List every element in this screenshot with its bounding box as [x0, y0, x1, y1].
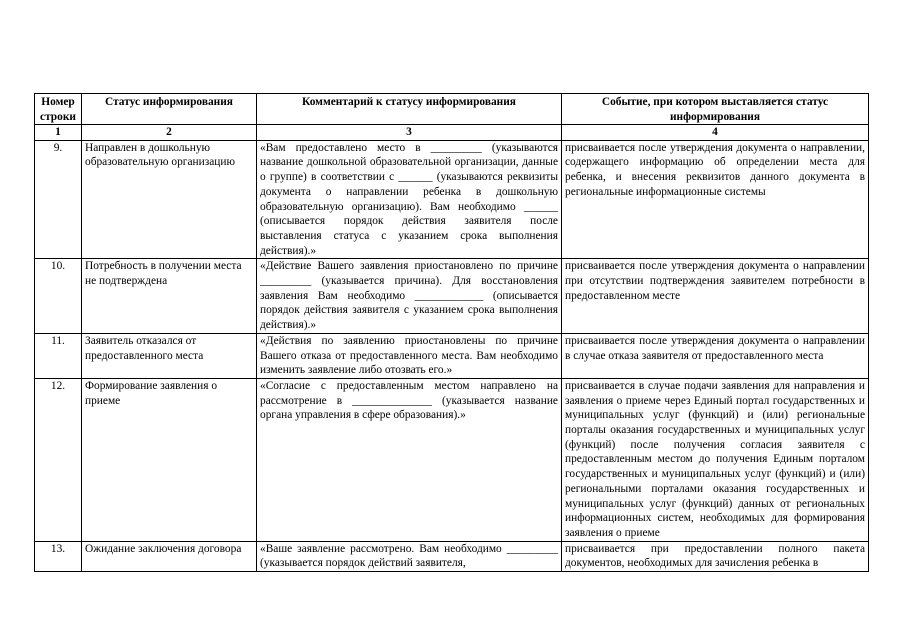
comment-cell: «Согласие с предоставленным местом направлено на рассмотрение в ______________ (указывается название органа управления в сфере образования).» — [257, 378, 562, 541]
row-number: 13. — [35, 541, 82, 571]
comment-cell: «Вам предоставлено место в _________ (указываются название дошкольной образовательной организации, данные о группе) в соответствии с ______ (указываются реквизиты документа о направлении ребенка в дошкольную образовательную организацию). Вам необходимо ______ (описывается порядок действия заявителя после выставления статуса с указанием срока выполнения действия).» — [257, 140, 562, 259]
column-index: 4 — [562, 125, 869, 141]
status-cell: Ожидание заключения договора — [82, 541, 257, 571]
header-event: Событие, при котором выставляется статус информирования — [562, 94, 869, 125]
status-table — [34, 93, 869, 572]
header-comment: Комментарий к статусу информирования — [257, 94, 562, 125]
table-row — [35, 259, 869, 334]
event-cell: присваивается в случае подачи заявления для направления и заявления о приеме через Единый портал государственных и муниципальных услуг (функций) и (или) региональные порталы оказания государственных и муниципальных услуг (функций) после получения согласия заявителя с предоставленным местом до получения Единым порталом государственных и муниципальных услуг (функций) и (или) региональными порталами оказания государственных и муниципальных услуг (функций) данных от региональных информационных систем, необходимых для формирования заявления о приеме — [562, 378, 869, 541]
table-row — [35, 333, 869, 378]
header-status: Статус информирования — [82, 94, 257, 125]
column-index-row — [35, 125, 869, 141]
comment-cell: «Действия по заявлению приостановлены по причине Вашего отказа от предоставленного места. Вам необходимо изменить заявление либо отозвать его.» — [257, 333, 562, 378]
row-number: 9. — [35, 140, 82, 259]
event-cell: присваивается после утверждения документа о направлении в случае отказа заявителя от предоставленного места — [562, 333, 869, 378]
column-index: 2 — [82, 125, 257, 141]
status-cell: Направлен в дошкольную образовательную организацию — [82, 140, 257, 259]
header-row — [35, 94, 869, 125]
header-num: Номер строки — [35, 94, 82, 125]
event-cell: присваивается после утверждения документа о направлении при отсутствии подтверждения заявителем потребности в предоставленном месте — [562, 259, 869, 334]
comment-cell: «Ваше заявление рассмотрено. Вам необходимо _________ (указывается порядок действий заявителя, — [257, 541, 562, 571]
column-index: 1 — [35, 125, 82, 141]
event-cell: присваивается после утверждения документа о направлении, содержащего информацию об определении места для ребенка, и внесения реквизитов данного документа в региональные информационные системы — [562, 140, 869, 259]
status-cell: Формирование заявления о приеме — [82, 378, 257, 541]
table-row — [35, 140, 869, 259]
row-number: 12. — [35, 378, 82, 541]
row-number: 11. — [35, 333, 82, 378]
status-cell: Потребность в получении места не подтверждена — [82, 259, 257, 334]
comment-cell: «Действие Вашего заявления приостановлено по причине _________ (указывается причина). Для восстановления заявления Вам необходимо ____________ (описывается порядок действия заявителя с указанием срока выполнения действия).» — [257, 259, 562, 334]
column-index: 3 — [257, 125, 562, 141]
event-cell: присваивается при предоставлении полного пакета документов, необходимых для зачисления ребенка в — [562, 541, 869, 571]
row-number: 10. — [35, 259, 82, 334]
table-row — [35, 378, 869, 541]
status-cell: Заявитель отказался от предоставленного места — [82, 333, 257, 378]
table-row — [35, 541, 869, 571]
